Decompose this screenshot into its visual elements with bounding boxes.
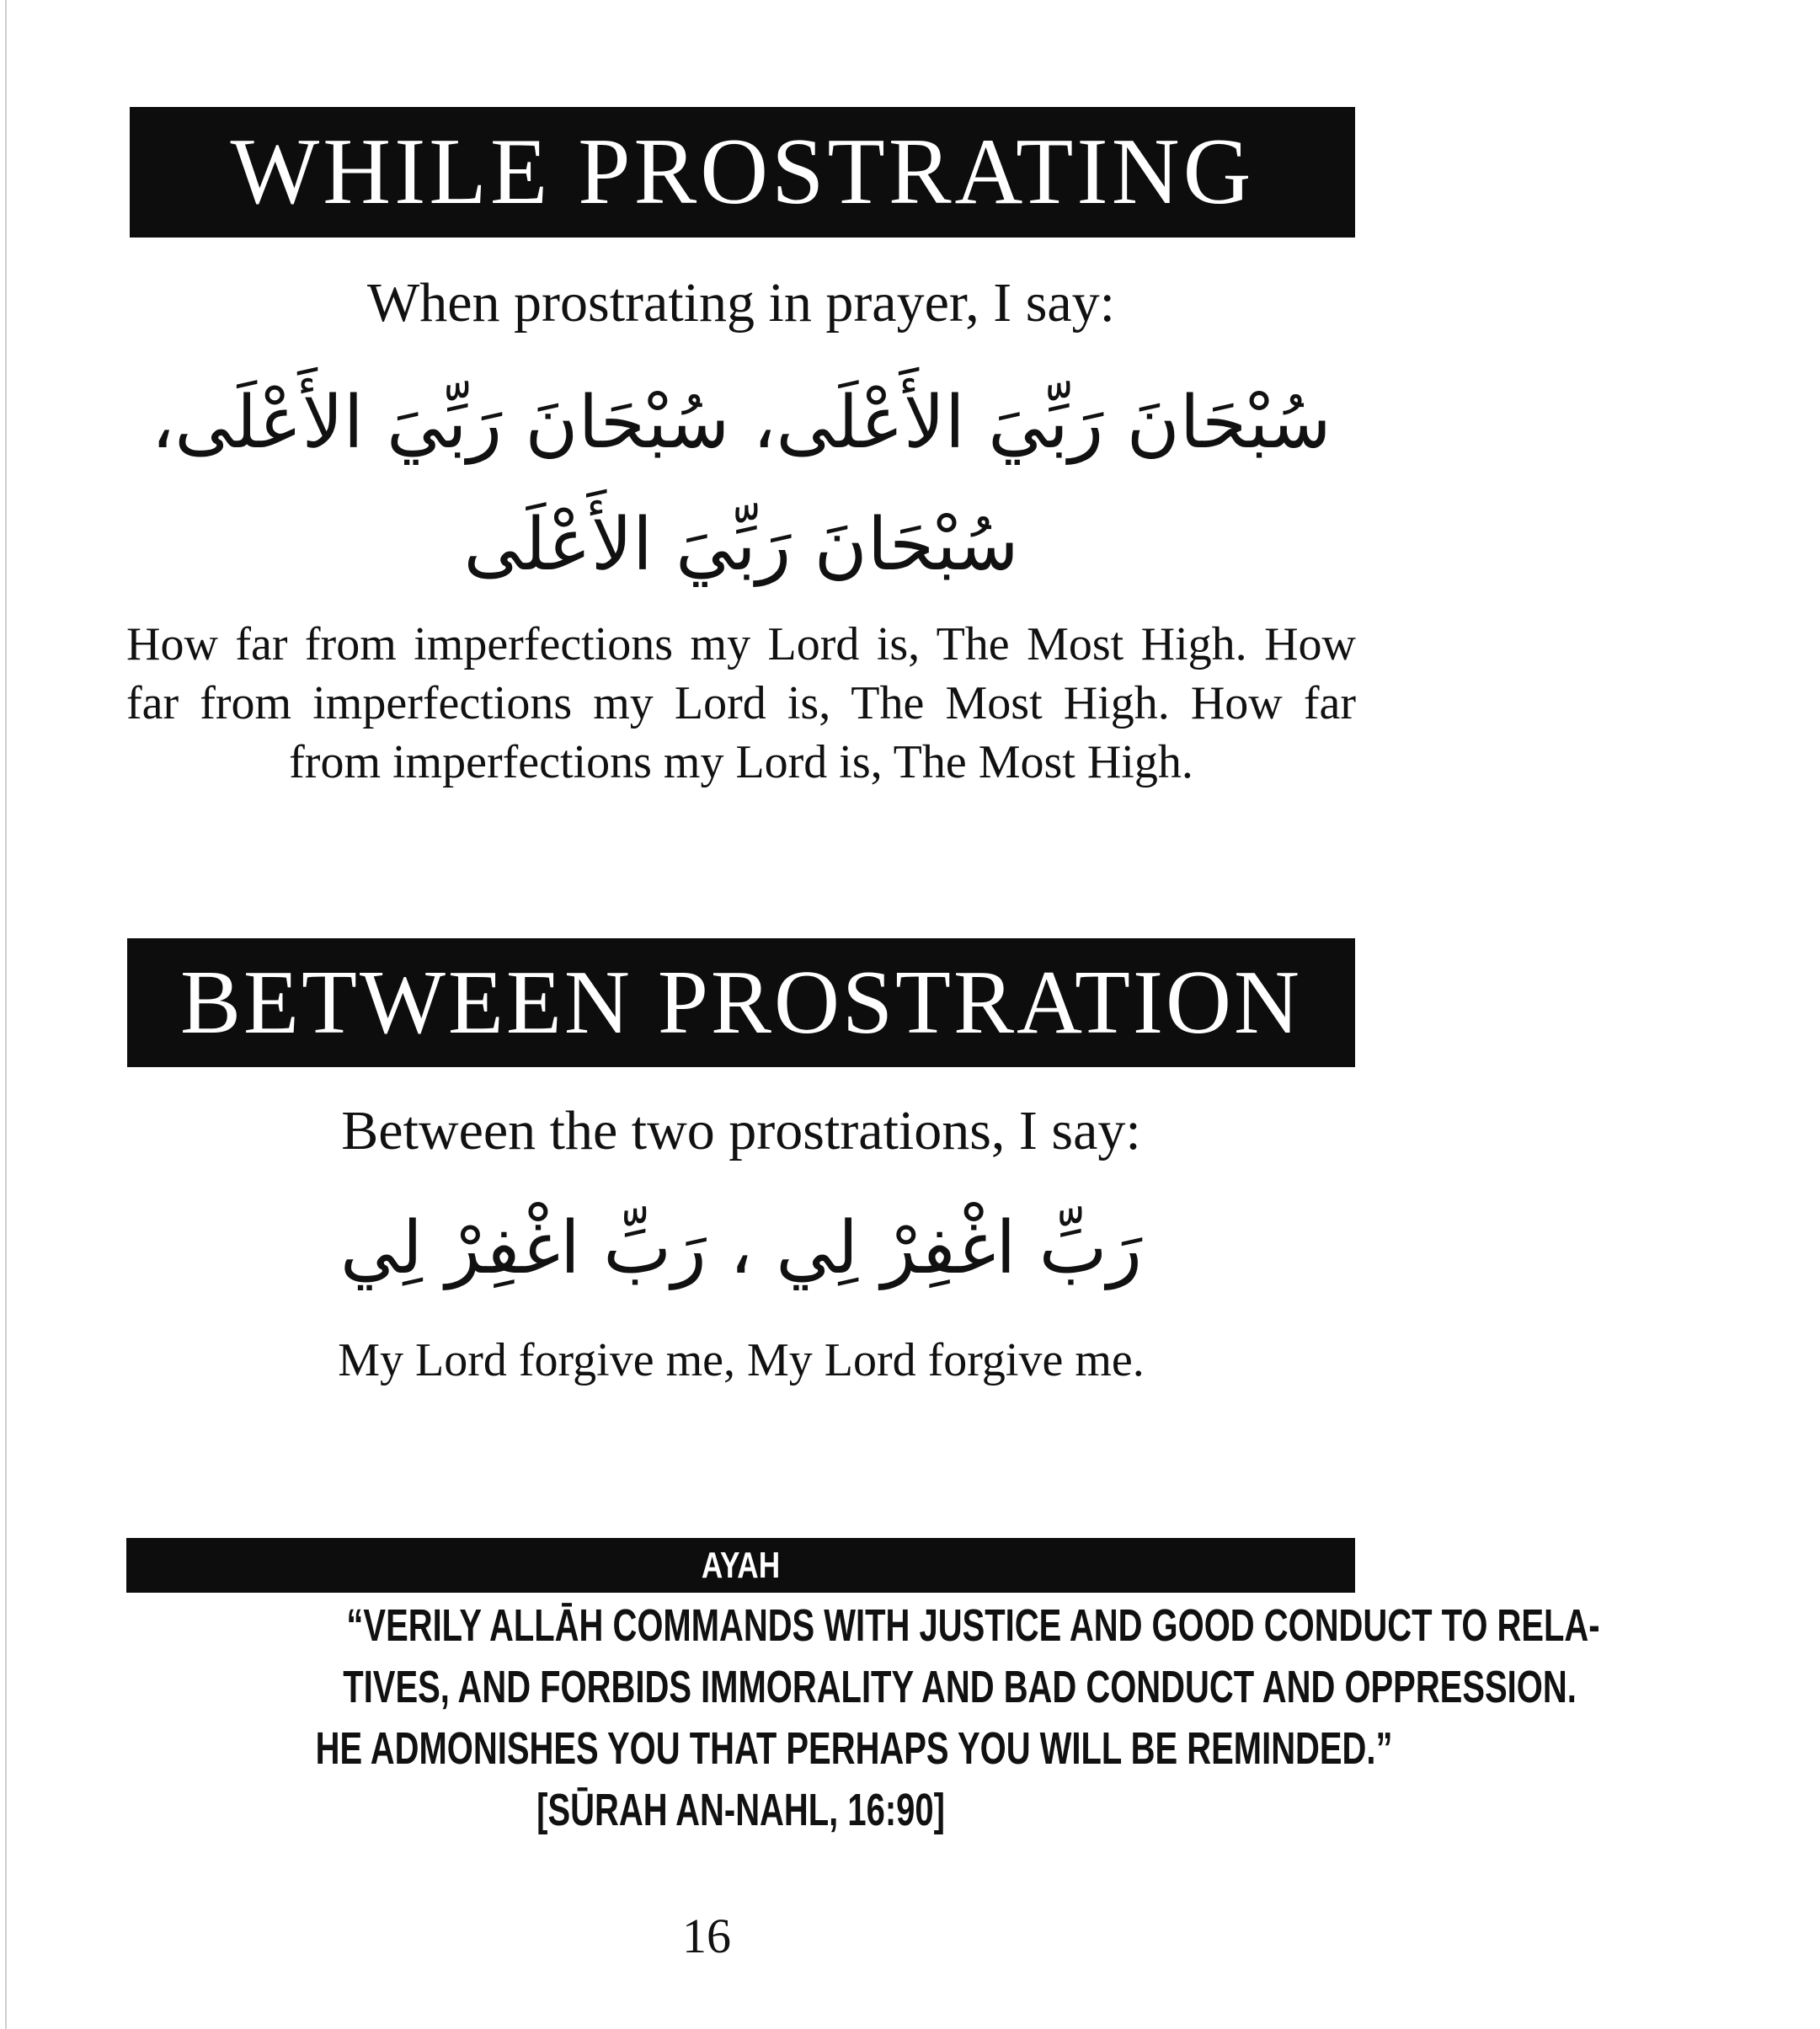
- section-intro: Between the two prostrations, I say:: [341, 1100, 1141, 1161]
- translation-paragraph: How far from imperfections my Lord is, The Most High. How far from imperfections my Lord is, The Most High. How far from imperfections my Lord is, The Most High.: [126, 618, 1356, 788]
- ayah-label: AYAH: [701, 1545, 781, 1586]
- page-number: 16: [682, 1909, 731, 1963]
- arabic-supplication: رَبِّ اغْفِرْ لِي ، رَبِّ اغْفِرْ لِي: [339, 1206, 1143, 1290]
- page-edge: [5, 0, 7, 2029]
- arabic-supplication: سُبْحَانَ رَبِّيَ الأَعْلَى، سُبْحَانَ رَبِّيَ الأَعْلَى، سُبْحَانَ رَبِّيَ الأَعْلَى: [151, 381, 1332, 587]
- ayah-quote-line: HE ADMONISHES YOU THAT PERHAPS YOU WILL BE REMINDED.”: [315, 1723, 1393, 1774]
- section-heading-between-prostration: BETWEEN PROSTRATION: [127, 938, 1355, 1067]
- ayah-quote-line: TIVES, AND FORBIDS IMMORALITY AND BAD CONDUCT AND OPPRESSION.: [343, 1662, 1577, 1712]
- ayah-quote-line: “VERILY ALLĀH COMMANDS WITH JUSTICE AND GOOD CONDUCT TO RELA-: [346, 1600, 1600, 1651]
- section-intro: When prostrating in prayer, I say:: [366, 272, 1116, 334]
- translation-paragraph: My Lord forgive me, My Lord forgive me.: [338, 1334, 1145, 1386]
- ayah-citation: [SŪRAH AN-NAHL, 16:90]: [536, 1785, 946, 1835]
- section-heading-while-prostrating: WHILE PROSTRATING: [130, 107, 1355, 238]
- ayah-label-bar: [126, 1538, 1355, 1593]
